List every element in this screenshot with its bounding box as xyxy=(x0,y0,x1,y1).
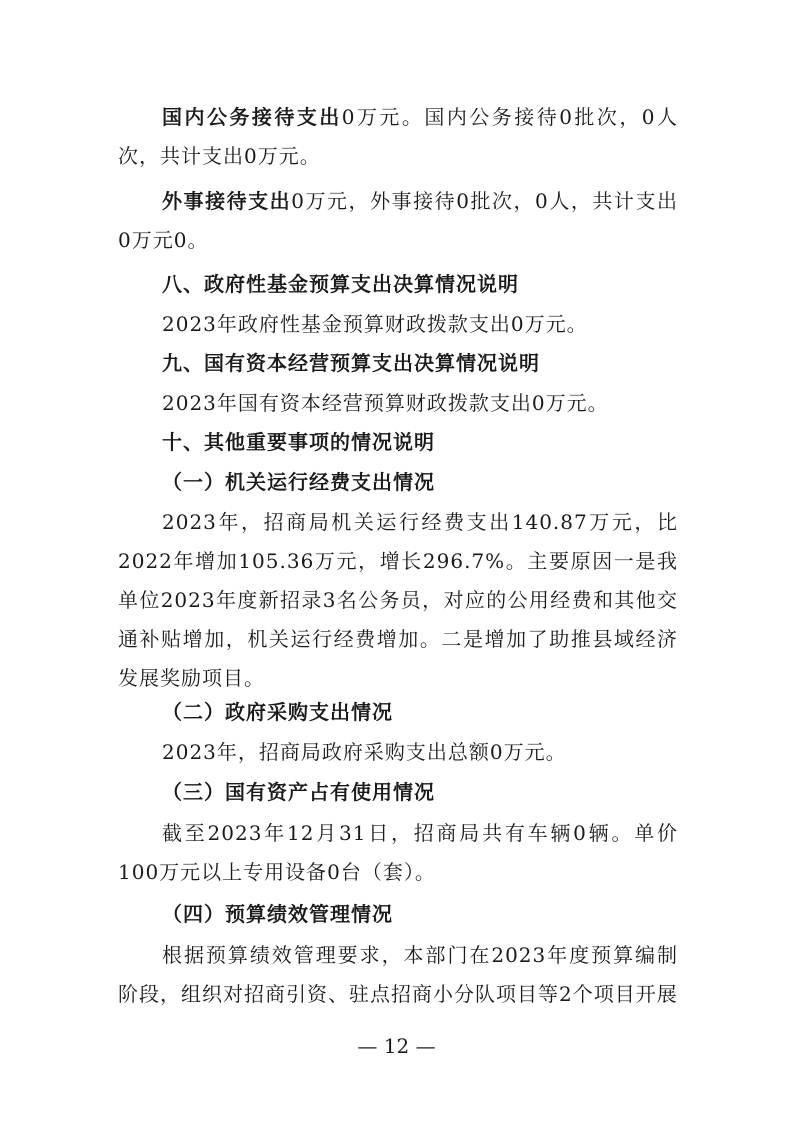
paragraph-procurement: 2023年，招商局政府采购支出总额0万元。 xyxy=(162,740,567,764)
paragraph-9: 2023年国有资本经营预算财政拨款支出0万元。 xyxy=(162,391,609,415)
section-heading-10: 十、其他重要事项的情况说明 xyxy=(162,430,435,454)
section-heading-8: 八、政府性基金预算支出决算情况说明 xyxy=(162,272,519,296)
page-number: — 12 — xyxy=(357,1034,436,1058)
foreign-reception-label: 外事接待支出 xyxy=(162,189,292,213)
paragraph-state-assets: 截至2023年12月31日，招商局共有车辆0辆。单价100万元以上专用设备0台（套）。 xyxy=(118,821,678,884)
foreign-reception-text: 0万元，外事接待0批次，0人，共计支出0万元0。 xyxy=(118,189,678,252)
section-heading-9: 九、国有资本经营预算支出决算情况说明 xyxy=(162,351,540,375)
domestic-reception-text: 0万元。国内公务接待0批次，0人次，共计支出0万元。 xyxy=(118,105,678,168)
subsection-heading-4: （四）预算绩效管理情况 xyxy=(162,902,393,926)
paragraph-domestic-reception xyxy=(118,98,678,176)
paragraph-8: 2023年政府性基金预算财政拨款支出0万元。 xyxy=(162,312,588,336)
domestic-reception-label: 国内公务接待支出 xyxy=(162,105,342,129)
paragraph-performance: 根据预算绩效管理要求，本部门在2023年度预算编制阶段，组织对招商引资、驻点招商小分队项目等2个项目开展 xyxy=(118,943,678,1006)
paragraph-foreign-reception xyxy=(118,182,678,260)
paragraph-operating-expenses: 2023年，招商局机关运行经费支出140.87万元，比2022年增加105.36万元，增长296.7%。主要原因一是我单位2023年度新招录3名公务员，对应的公用经费和其他交通补贴增加，机关运行经费增加。二是增加了助推县域经济发展奖励项目。 xyxy=(118,510,678,690)
subsection-heading-3: （三）国有资产占有使用情况 xyxy=(162,780,435,804)
subsection-heading-2: （二）政府采购支出情况 xyxy=(162,700,393,724)
subsection-heading-1: （一）机关运行经费支出情况 xyxy=(162,470,435,494)
